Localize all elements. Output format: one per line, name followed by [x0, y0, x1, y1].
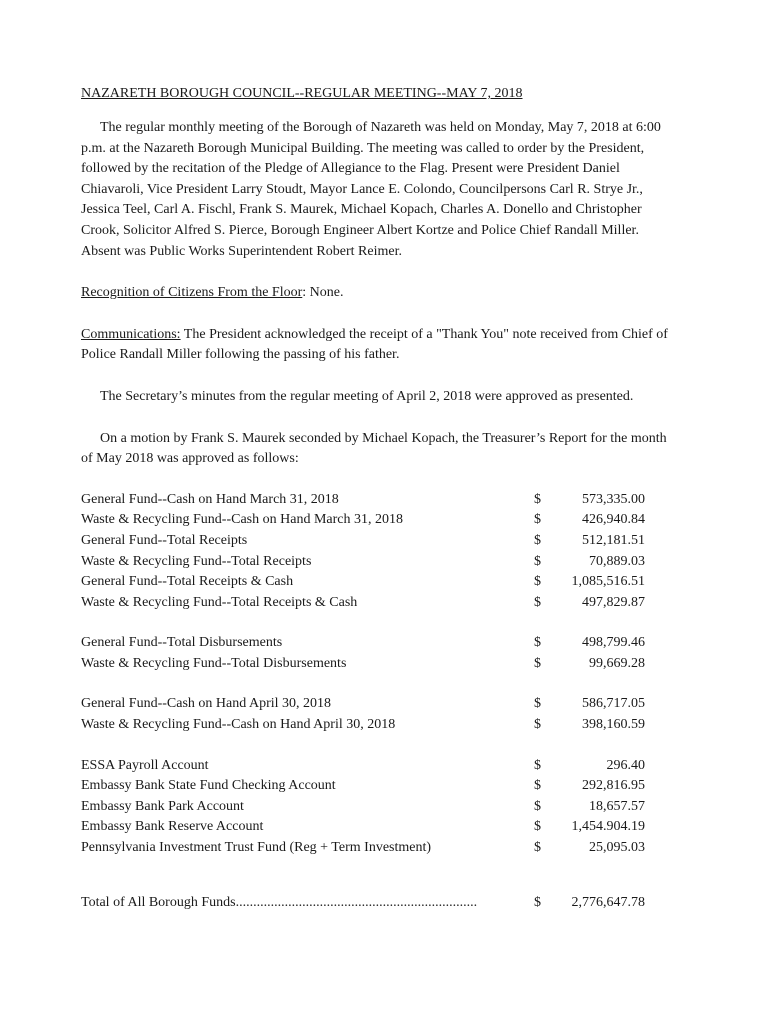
- currency-symbol: $: [534, 894, 541, 910]
- report-row-label: Embassy Bank Park Account: [81, 798, 244, 814]
- currency-symbol: $: [534, 757, 541, 773]
- report-row-amount: 70,889.03: [589, 553, 645, 569]
- report-row-amount: 498,799.46: [582, 635, 645, 651]
- report-row-label: Waste & Recycling Fund--Cash on Hand April 30, 2018: [81, 717, 396, 733]
- total-amount: 2,776,647.78: [571, 894, 645, 910]
- communications-heading: Communications:: [81, 326, 181, 342]
- currency-symbol: $: [534, 635, 541, 651]
- currency-symbol: $: [534, 574, 541, 590]
- currency-symbol: $: [534, 840, 541, 856]
- currency-symbol: $: [534, 655, 541, 671]
- treasurer-report: [81, 490, 681, 859]
- report-row: [81, 510, 681, 531]
- report-row-amount: 573,335.00: [582, 491, 645, 507]
- report-row-amount: 426,940.84: [582, 512, 645, 528]
- report-row: [81, 654, 681, 675]
- currency-symbol: $: [534, 696, 541, 712]
- report-group: [81, 490, 681, 614]
- report-row: [81, 531, 681, 552]
- recognition-heading: Recognition of Citizens From the Floor: [81, 285, 303, 301]
- report-row-amount: 398,160.59: [582, 717, 645, 733]
- report-group: [81, 694, 681, 735]
- report-row-label: Waste & Recycling Fund--Total Disbursements: [81, 655, 347, 671]
- report-row-label: General Fund--Total Receipts: [81, 532, 248, 548]
- report-row-amount: 296.40: [606, 757, 645, 773]
- report-row-label: General Fund--Cash on Hand April 30, 2018: [81, 696, 332, 712]
- report-row-amount: 497,829.87: [582, 594, 645, 610]
- minutes-paragraph: The Secretary’s minutes from the regular meeting of April 2, 2018 were approved as presented.: [100, 388, 634, 404]
- report-row: [81, 633, 681, 654]
- report-row-label: Embassy Bank State Fund Checking Account: [81, 778, 336, 794]
- report-row: [81, 776, 681, 797]
- currency-symbol: $: [534, 778, 541, 794]
- document-page: [81, 84, 681, 913]
- currency-symbol: $: [534, 553, 541, 569]
- report-row-label: Pennsylvania Investment Trust Fund (Reg + Term Investment): [81, 840, 432, 856]
- currency-symbol: $: [534, 717, 541, 733]
- report-row-amount: 1,454.904.19: [571, 819, 645, 835]
- currency-symbol: $: [534, 798, 541, 814]
- report-row: [81, 572, 681, 593]
- currency-symbol: $: [534, 512, 541, 528]
- currency-symbol: $: [534, 491, 541, 507]
- report-row-label: Waste & Recycling Fund--Total Receipts & Cash: [81, 594, 358, 610]
- report-row-amount: 512,181.51: [582, 532, 645, 548]
- currency-symbol: $: [534, 819, 541, 835]
- report-row-label: Embassy Bank Reserve Account: [81, 819, 264, 835]
- report-row: [81, 694, 681, 715]
- report-row-label: General Fund--Total Receipts & Cash: [81, 574, 294, 590]
- report-row: [81, 817, 681, 838]
- report-row-label: General Fund--Total Disbursements: [81, 635, 283, 651]
- report-row-label: General Fund--Cash on Hand March 31, 2018: [81, 491, 339, 507]
- report-row: [81, 552, 681, 573]
- communications-paragraph: [81, 325, 681, 366]
- report-row-amount: 25,095.03: [589, 840, 645, 856]
- report-row-amount: 99,669.28: [589, 655, 645, 671]
- report-row-amount: 1,085,516.51: [571, 574, 645, 590]
- report-row: [81, 593, 681, 614]
- currency-symbol: $: [534, 532, 541, 548]
- report-row: [81, 715, 681, 736]
- communications-text: The President acknowledged the receipt of a "Thank You" note received from Chief of Police Randall Miller following the passing of his father.: [81, 326, 668, 363]
- recognition-paragraph: [81, 283, 681, 304]
- report-group: [81, 756, 681, 859]
- report-row-amount: 292,816.95: [582, 778, 645, 794]
- report-group: [81, 633, 681, 674]
- report-row-label: Waste & Recycling Fund--Cash on Hand March 31, 2018: [81, 512, 403, 528]
- total-label: Total of All Borough Funds.....................................................................: [81, 894, 478, 910]
- treasurer-paragraph: On a motion by Frank S. Maurek seconded by Michael Kopach, the Treasurer’s Report for the month of May 2018 was approved as follows:: [81, 430, 667, 467]
- report-row: [81, 490, 681, 511]
- report-row: [81, 797, 681, 818]
- meeting-title: NAZARETH BOROUGH COUNCIL--REGULAR MEETING--MAY 7, 2018: [81, 86, 523, 101]
- report-row: [81, 756, 681, 777]
- report-row-label: ESSA Payroll Account: [81, 757, 209, 773]
- currency-symbol: $: [534, 594, 541, 610]
- intro-paragraph: The regular monthly meeting of the Borough of Nazareth was held on Monday, May 7, 2018 at 6:00 p.m. at the Nazareth Borough Municipal Building. The meeting was called to order by the President, followed by the recitation of the Pledge of Allegiance to the Flag. Present were President Daniel Chiavaroli, Vice President Larry Stoudt, Mayor Lance E. Colondo, Councilpersons Carl R. Strye Jr., Jessica Teel, Carl A. Fischl, Frank S. Maurek, Michael Kopach, Charles A. Donello and Christopher Crook, Solicitor Alfred S. Pierce, Borough Engineer Albert Kortze and Police Chief Randall Miller. Absent was Public Works Superintendent Robert Reimer.: [81, 120, 661, 259]
- total-row: [81, 893, 681, 914]
- report-row-label: Waste & Recycling Fund--Total Receipts: [81, 553, 312, 569]
- report-row-amount: 586,717.05: [582, 696, 645, 712]
- report-row-amount: 18,657.57: [589, 798, 645, 814]
- report-row: [81, 838, 681, 859]
- recognition-text: : None.: [302, 285, 344, 301]
